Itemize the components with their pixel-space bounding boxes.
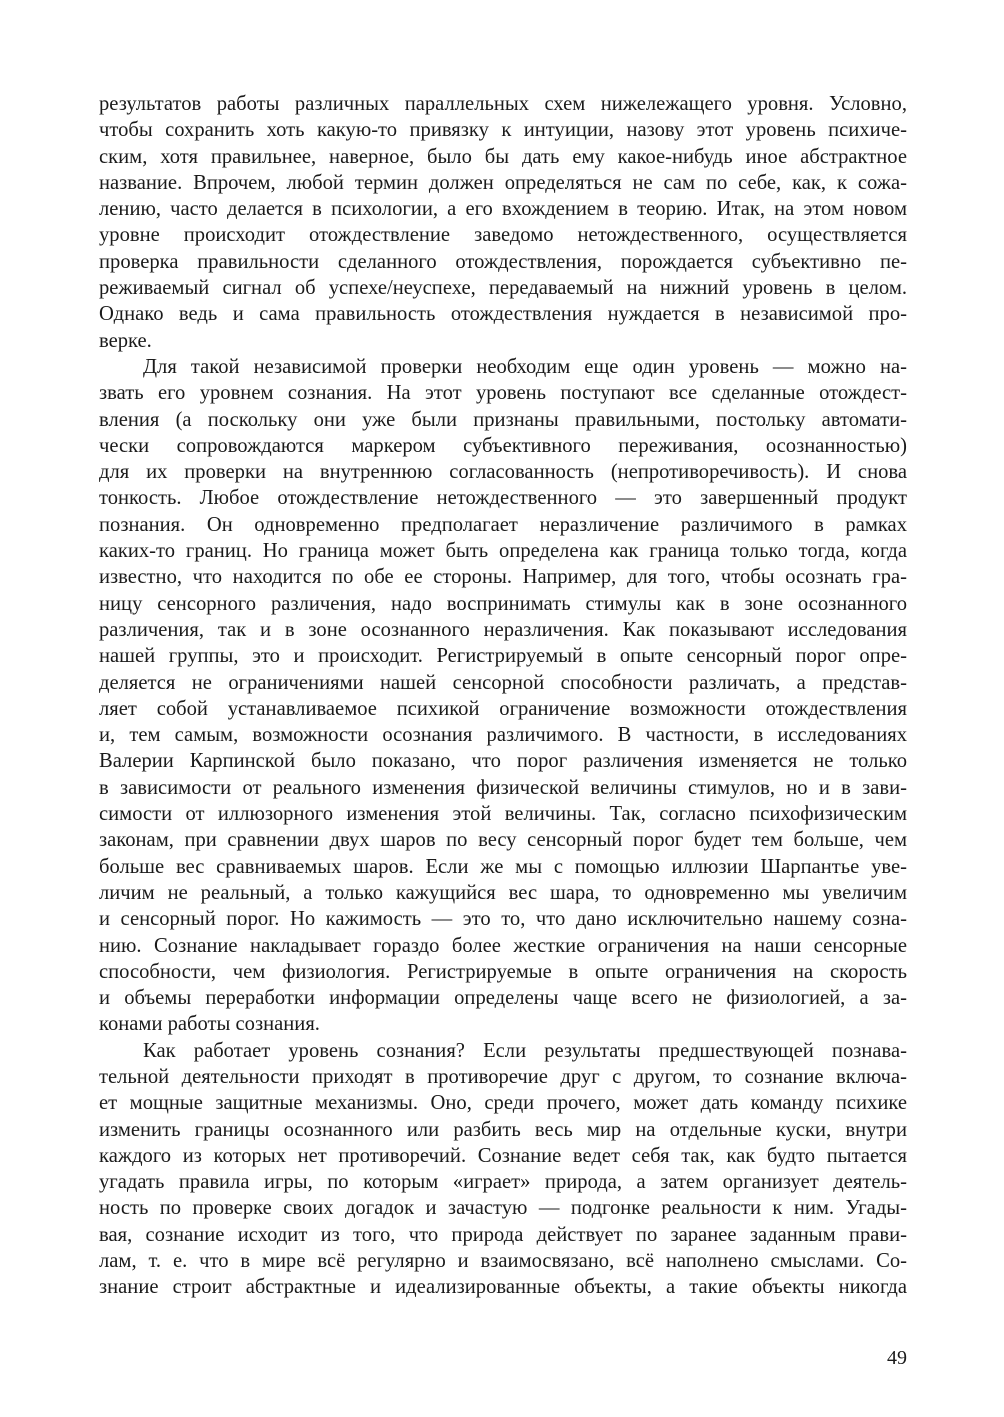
text-line: нию. Сознание накладывает гораздо более жесткие ограничения на наши сенсорные [99, 934, 907, 957]
text-line: в зависимости от реального изменения физической величины стимулов, но и в зави- [99, 776, 907, 799]
text-line: результатов работы различных параллельных схем нижележащего уровня. Условно, [99, 93, 907, 115]
page-number: 49 [887, 1347, 907, 1369]
text-line: и объемы переработки информации определены чаще всего не физиологией, а за- [99, 987, 907, 1010]
text-line: конами работы сознания. [99, 1013, 320, 1036]
text-line: ет мощные защитные механизмы. Оно, среди прочего, может дать команду психике [99, 1092, 907, 1115]
page-body-text [99, 91, 907, 1301]
text-line: верке. [99, 329, 152, 352]
text-line: вления (а поскольку они уже были признаны правильными, постольку автомати- [99, 408, 907, 431]
text-line: для их проверки на внутреннюю согласованность (непротиворечивость). И снова [99, 461, 907, 484]
text-line: лам, т. е. что в мире всё регулярно и взаимосвязано, всё наполнено смыслами. Со- [99, 1250, 907, 1273]
text-line: уровне происходит отождествление заведомо нетождественного, осуществляется [99, 224, 907, 247]
text-line: звать его уровнем сознания. На этот уровень поступают все сделанные отождест- [99, 382, 907, 405]
text-line: каких-то границ. Но граница может быть определена как граница только тогда, когда [99, 540, 907, 563]
text-line: угадать правила игры, по которым «играет» природа, а затем организует деятель- [99, 1171, 907, 1194]
text-line: деляется не ограничениями нашей сенсорной способности различать, а представ- [99, 671, 907, 694]
text-line: чтобы сохранить хоть какую-то привязку к интуиции, назову этот уровень психиче- [99, 119, 907, 142]
text-line: Как работает уровень сознания? Если результаты предшествующей познава- [143, 1039, 907, 1062]
text-line: и, тем самым, возможности осознания различимого. В частности, в исследованиях [99, 724, 907, 747]
text-line: Валерии Карпинской было показано, что порог различения изменяется не только [99, 750, 907, 773]
text-line: симости от иллюзорного изменения этой величины. Так, согласно психофизическим [99, 803, 907, 826]
text-line: способности, чем физиология. Регистрируемые в опыте ограничения на скорость [99, 960, 907, 983]
text-line: ляет собой устанавливаемое психикой ограничение возможности отождествления [99, 697, 907, 720]
text-line: изменить границы осознанного или разбить весь мир на отдельные куски, внутри [99, 1118, 907, 1141]
text-line: больше вес сравниваемых шаров. Если же мы с помощью иллюзии Шарпантье уве- [99, 855, 907, 878]
text-line: реживаемый сигнал об успехе/неуспехе, передаваемый на нижний уровень в целом. [99, 277, 907, 300]
text-line: вая, сознание исходит из того, что природа действует по заранее заданным прави- [99, 1223, 907, 1246]
text-line: ность по проверке своих догадок и зачастую — подгонке реальности к ним. Угады- [99, 1197, 907, 1220]
text-line: различения, так и в зоне осознанного неразличения. Как показывают исследования [99, 618, 907, 641]
text-line: лению, часто делается в психологии, а его вхождением в теорию. Итак, на этом новом [99, 198, 907, 221]
text-line: Для такой независимой проверки необходим еще один уровень — можно на- [143, 355, 907, 378]
text-line: проверка правильности сделанного отождествления, порождается субъективно пе- [99, 250, 907, 273]
text-line: каждого из которых нет противоречий. Сознание ведет себя так, как будто пытается [99, 1144, 907, 1167]
text-line: чески сопровождаются маркером субъективного переживания, осознанностью) [99, 434, 907, 457]
text-line: тельной деятельности приходят в противоречие друг с другом, то сознание включа- [99, 1065, 907, 1088]
text-line: познания. Он одновременно предполагает неразличение различимого в рамках [99, 513, 907, 536]
text-line: знание строит абстрактные и идеализированные объекты, а такие объекты никогда [99, 1276, 907, 1299]
text-line: тонкость. Любое отождествление нетождественного — это завершенный продукт [99, 487, 907, 510]
text-line: и сенсорный порог. Но кажимость — это то, что дано исключительно нашему созна- [99, 908, 907, 931]
text-line: известно, что находится по обе ее стороны. Например, для того, чтобы осознать гра- [99, 566, 907, 589]
text-line: нашей группы, это и происходит. Регистрируемый в опыте сенсорный порог опре- [99, 645, 907, 668]
text-line: ским, хотя правильнее, наверное, было бы дать ему какое-нибудь иное абстрактное [99, 145, 907, 168]
text-line: название. Впрочем, любой термин должен определяться не сам по себе, как, к сожа- [99, 171, 907, 194]
text-line: ницу сенсорного различения, надо воспринимать стимулы как в зоне осознанного [99, 592, 907, 615]
text-line: законам, при сравнении двух шаров по весу сенсорный порог будет тем больше, чем [99, 829, 907, 852]
text-line: Однако ведь и сама правильность отождествления нуждается в независимой про- [99, 303, 907, 326]
text-line: личим не реальный, а только кажущийся вес шара, то одновременно мы увеличим [99, 881, 907, 904]
